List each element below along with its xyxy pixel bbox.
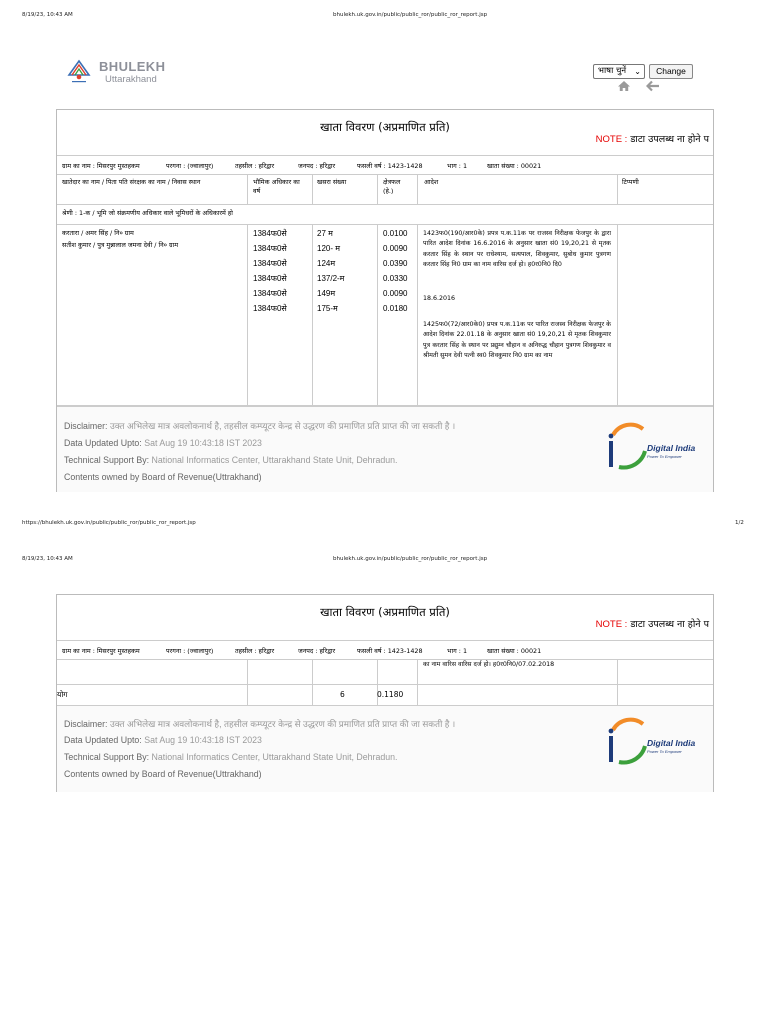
digital-india-icon (603, 716, 647, 768)
report-title: खाता विवरण (अप्रमाणित प्रति) (320, 605, 450, 619)
page-number: 1/2 (735, 520, 744, 526)
khata-table-continued (57, 659, 713, 705)
right-year: 1384फ0से (253, 244, 287, 253)
fasli-year: फसली वर्ष : 1423-1428 (357, 162, 423, 170)
note-label: NOTE : (595, 134, 628, 145)
khata-report-panel-continued (56, 594, 714, 792)
print-url-bottom: https://bhulekh.uk.gov.in/public/public_ror/public_ror_report.jsp (22, 520, 196, 526)
digital-india-tagline: Power To Empower (647, 749, 682, 754)
brand-state: Uttarakhand (105, 74, 157, 85)
contents-owner: Contents owned by Board of Revenue(Uttrakhand) (64, 472, 262, 482)
fasli-year: फसली वर्ष : 1423-1428 (357, 647, 423, 655)
change-language-button[interactable]: Change (649, 64, 693, 79)
contents-owner: Contents owned by Board of Revenue(Uttrakhand) (64, 769, 262, 779)
area-value: 0.0390 (383, 259, 408, 268)
report-note (596, 617, 709, 630)
digital-india-title: Digital India (647, 738, 696, 748)
col-khasra-header: खसरा संख्या (317, 178, 347, 186)
bhag: भाग : 1 (447, 647, 468, 655)
digital-india-logo (603, 716, 699, 768)
technical-support: Technical Support By: National Informatics Center, Uttarakhand State Unit, Dehradun. (64, 752, 398, 762)
category-label: श्रेणी : 1-क / भूमि जो संक्रमणीय अधिकार वाले भूमिधरों के अधिकारमें हो (62, 209, 233, 217)
language-select-value: भाषा चुनें (598, 66, 627, 76)
district-name: जनपद : हरिद्वार (298, 162, 336, 170)
technical-support: Technical Support By: National Informatics Center, Uttarakhand State Unit, Dehradun. (64, 455, 398, 465)
disclaimer: Disclaimer: उक्त अभिलेख मात्र अवलोकनार्थ है, तहसील कम्प्यूटर केन्द्र से उद्धरण की प्रमाणित प्रति प्राप्त की जा सकती है । (64, 719, 456, 729)
disclaimer: Disclaimer: उक्त अभिलेख मात्र अवलोकनार्थ है, तहसील कम्प्यूटर केन्द्र से उद्धरण की प्रमाणित प्रति प्राप्त की जा सकती है । (64, 421, 456, 431)
khasra-number: 149म (317, 289, 336, 298)
chevron-down-icon: ⌄ (634, 67, 641, 76)
village-name: ग्राम का नाम : मिसरपुर मुस्तहकम (62, 647, 140, 655)
col-owner-header: खातेदार का नाम / पिता पति संरक्षक का नाम / निवास स्थान (62, 178, 201, 186)
owner-name: करतारा / अमर सिंह / नि० ग्राम (62, 229, 134, 237)
khata-report-panel (56, 109, 714, 492)
tehsil-name: तहसील : हरिद्वार (235, 162, 275, 170)
col-order-header: आदेश (424, 178, 439, 186)
col-remark-header: टिप्पणी (622, 178, 639, 186)
print-url: bhulekh.uk.gov.in/public/public_ror/public_ror_report.jsp (333, 12, 488, 18)
print-url: bhulekh.uk.gov.in/public/public_ror/public_ror_report.jsp (333, 556, 488, 562)
digital-india-title: Digital India (647, 443, 696, 453)
district-name: जनपद : हरिद्वार (298, 647, 336, 655)
bhulekh-logo[interactable] (66, 57, 176, 91)
print-datetime: 8/19/23, 10:43 AM (22, 12, 73, 18)
digital-india-logo (603, 421, 699, 473)
right-year: 1384फ0से (253, 259, 287, 268)
report-footer (57, 406, 713, 492)
bhag: भाग : 1 (447, 162, 468, 170)
area-value: 0.0330 (383, 274, 408, 283)
khata-number: खाता संख्या : 00021 (487, 162, 542, 170)
home-icon[interactable] (617, 80, 631, 92)
col-right-header: भौमिक अधिकार का वर्ष (253, 178, 300, 195)
khasra-number: 124म (317, 259, 336, 268)
total-area: 0.1180 (377, 690, 404, 699)
khasra-number: 137/2-म (317, 274, 345, 283)
order-date: 18.6.2016 (423, 295, 456, 302)
area-value: 0.0180 (383, 304, 408, 313)
data-updated: Data Updated Upto: Sat Aug 19 10:43:18 IST 2023 (64, 735, 262, 745)
report-info-bar (57, 640, 713, 660)
digital-india-icon (603, 421, 647, 473)
digital-india-tagline: Power To Empower (647, 454, 682, 459)
village-name: ग्राम का नाम : मिसरपुर मुस्तहकम (62, 162, 140, 170)
back-arrow-icon[interactable] (646, 80, 660, 92)
report-footer (57, 705, 713, 792)
khata-table (57, 174, 713, 406)
khasra-number: 175-म (317, 304, 338, 313)
pargana-name: परगना : (ज्वालापुर) (166, 162, 214, 170)
khasra-number: 120- म (317, 244, 341, 253)
language-select[interactable] (593, 64, 645, 79)
order-continued-text: का नाम वारिस वारिस दर्ज हो। ह0र0नि0/07.02.2018 (423, 661, 555, 668)
note-text: डाटा उपलब्ध ना होने प (630, 134, 709, 145)
uttarakhand-emblem-icon (66, 57, 92, 87)
print-datetime: 8/19/23, 10:43 AM (22, 556, 73, 562)
right-year: 1384फ0से (253, 229, 287, 238)
khata-number: खाता संख्या : 00021 (487, 647, 542, 655)
report-info-bar (57, 155, 713, 175)
area-value: 0.0100 (383, 229, 408, 238)
data-updated: Data Updated Upto: Sat Aug 19 10:43:18 IST 2023 (64, 438, 262, 448)
order-text-2: 1425फ0(72/आर0के0) प्रपत्र प.क.11क पर पारित राजस्व निरीक्षक फेजपुर के आदेश दिनांक 22.01.18 के अनुसार खाता सं0 19,20,21 से मृतक शिवकुमार पुत्र करतार सिंह के स्थान पर प्रद्युम्न चौहान व अनिरुद्ध चौहान पुत्रगण शिवकुमार व श्रीमती सुमन देवी पत्नी स्व0 शिवकुमार नि0 ग्राम का नाम (423, 321, 611, 360)
tehsil-name: तहसील : हरिद्वार (235, 647, 275, 655)
area-value: 0.0090 (383, 244, 408, 253)
right-year: 1384फ0से (253, 274, 287, 283)
note-text: डाटा उपलब्ध ना होने प (630, 619, 709, 630)
total-count: 6 (340, 690, 345, 699)
total-label: योग (57, 690, 68, 699)
brand-name: BHULEKH (99, 59, 166, 74)
note-label: NOTE : (595, 619, 628, 630)
col-area-header: क्षेत्रफल (हे.) (383, 178, 401, 195)
report-note (596, 132, 709, 145)
khasra-number: 27 म (317, 229, 333, 238)
order-text-1: 1423फ0(190/आर0के) प्रपत्र प.क.11क पर राजस्व निरीक्षक फेजपुर के द्वारा पारित आदेश दिनांक 16.6.2016 के अनुसार खाता सं0 19,20,21 से मृतक करतार सिंह के स्थान पर राधेश्याम, सत्यपाल, शिवकुमार, सुबोध कुमार पुत्रगण करतार सिंह नि0 ग्राम का नाम वारिस दर्ज हो। ह0र0नि0 दि0 (423, 230, 611, 269)
right-year: 1384फ0से (253, 289, 287, 298)
pargana-name: परगना : (ज्वालापुर) (166, 647, 214, 655)
right-year: 1384फ0से (253, 304, 287, 313)
area-value: 0.0090 (383, 289, 408, 298)
owner-name: सतीश कुमार / पुत्र मुन्नालाल जमना देवी / नि० ग्राम (62, 241, 179, 249)
report-title: खाता विवरण (अप्रमाणित प्रति) (320, 120, 450, 134)
